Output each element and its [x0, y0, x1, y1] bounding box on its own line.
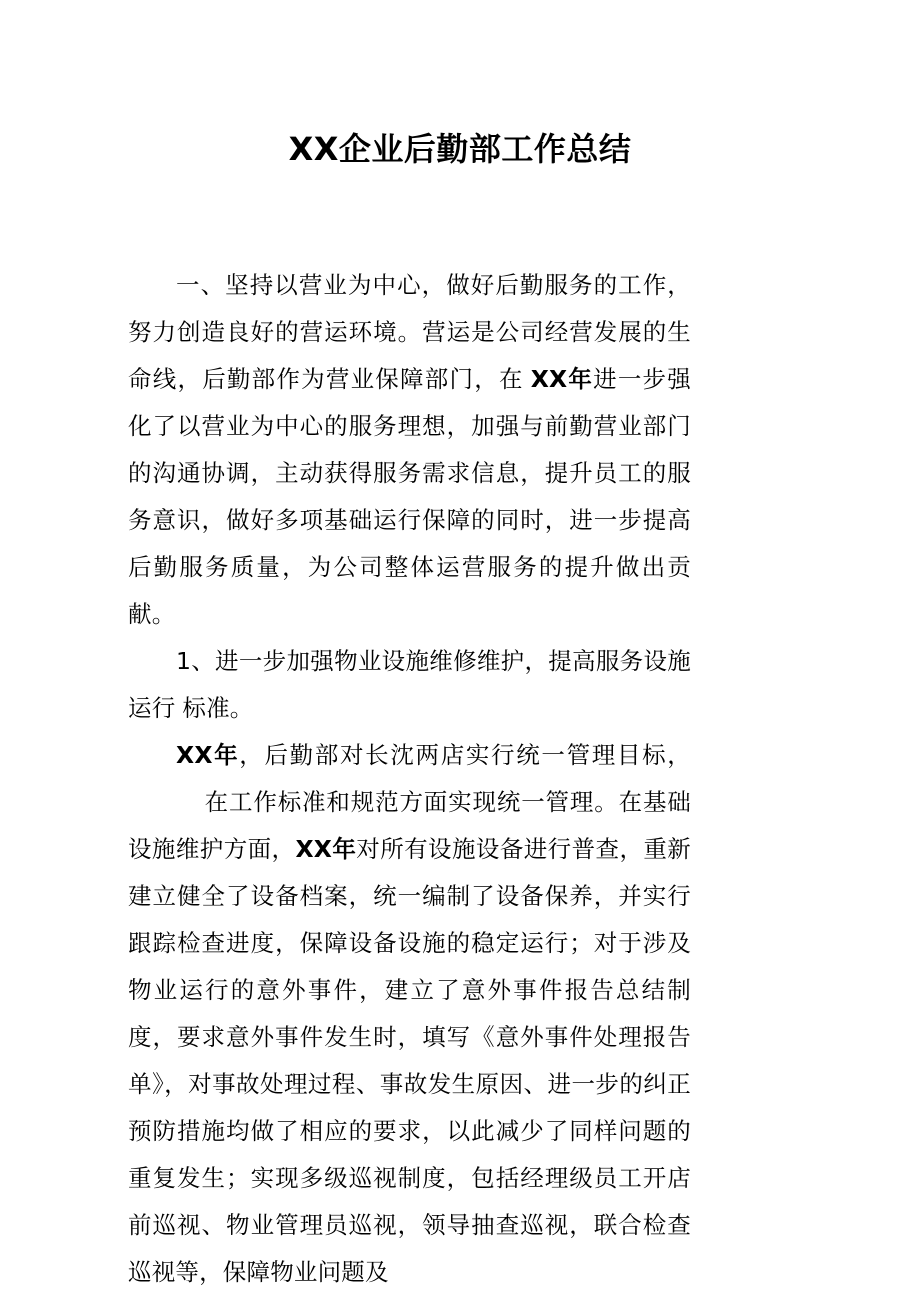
- text-run: 进一步强化了以营业为中心的服务理想，加强与前勤营业部门的沟通协调，主动获得服务需求信息，提升员工的服务意识，做好多项基础运行保障的同时，进一步提高后勤服务质量，为公司整体运营服务的提升做出贡献。: [128, 365, 691, 628]
- page-title: XX企业后勤部工作总结: [288, 130, 632, 169]
- text-run: ，后勤部对长沈两店实行统一管理目标，: [239, 741, 691, 769]
- text-run: 1、进一步加强物业设施维修维护，提高服务设施运行: [128, 647, 691, 722]
- paragraph-item-one-body: [128, 732, 691, 1296]
- text-run: 一、坚持以营业为中心，做好后勤服务的工作，努力创造良好的营运环境。营运是公司经营发展的生命线，后勤部作为营业保障部门，在: [128, 271, 691, 393]
- document-body: [128, 262, 691, 1296]
- text-run: 对所有设施设备进行普查，重新建立健全了设备档案，统一编制了设备保养，并实行跟踪检查进度，保障设备设施的稳定运行；对于涉及物业运行的意外事件，建立了意外事件报告总结制度，要求意外事件发生时，填写《意外事件处理报告单》，对事故处理过程、事故发生原因、进一步的纠正预防措施均做了相应的要求，以此减少了同样问题的重复发生；实现多级巡视制度，包括经理级员工开店前巡视、物业管理员巡视，领导抽查巡视，联合检查巡视等，保障物业问题及: [128, 835, 691, 1286]
- paragraph-item-one-heading: [128, 638, 691, 732]
- text-run: 标准。: [182, 694, 254, 722]
- text-run-bold: XX年: [295, 835, 357, 863]
- text-run: 在工作标准和规范方面实现统一管理。在基础设施维护方面，: [128, 788, 691, 863]
- text-run-bold: XX年: [530, 365, 594, 393]
- paragraph-section-one: [128, 262, 691, 638]
- text-run-bold: XX年: [176, 741, 240, 769]
